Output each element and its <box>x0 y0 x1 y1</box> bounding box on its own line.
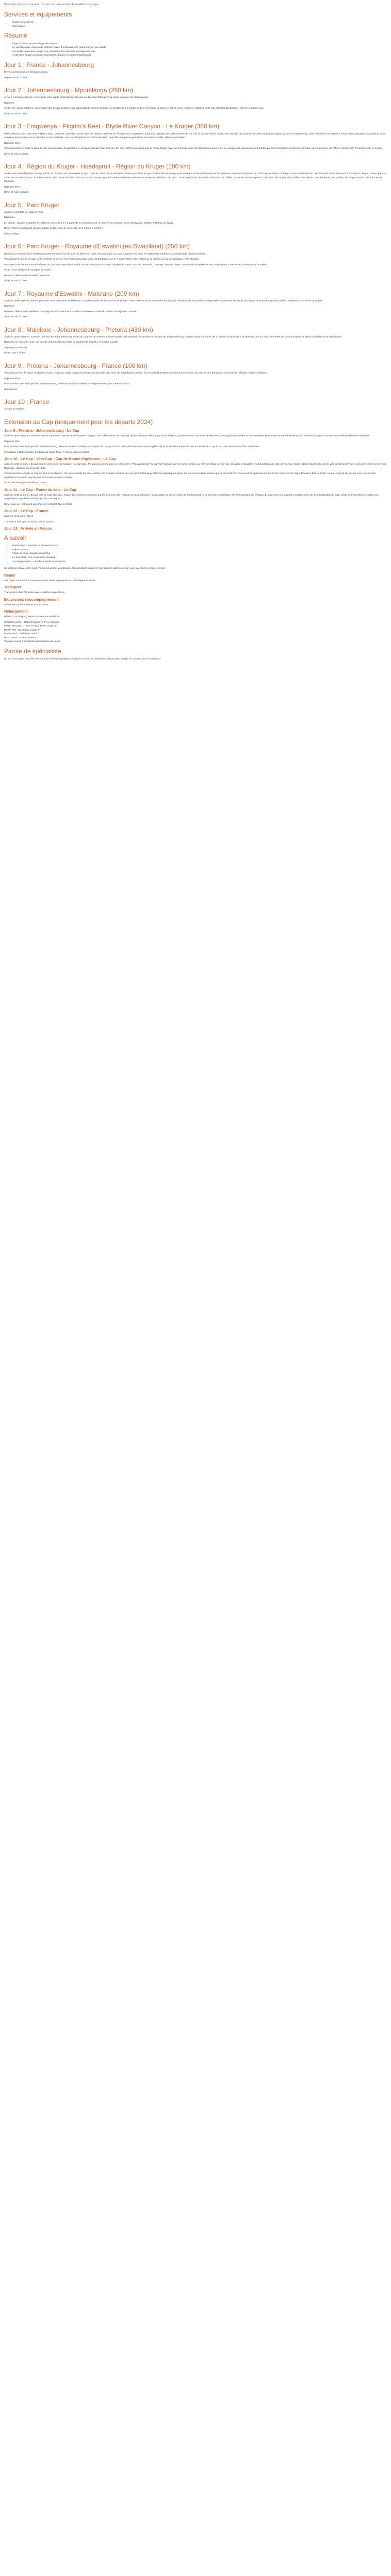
day-block <box>4 291 387 319</box>
day-title: Jour 2 : Johannesbourg - Mpumlanga (260 km) <box>4 87 134 94</box>
day-paragraph: Vous découvrirez la place de l'Église, l'Union Building, siège du gouvernement dominant la ville avec de magnifiques jardins, et le Voortrekker Monument (vue extérieure), qui est l'un des principaux monuments reflétant l'histoire afrikaner. <box>4 372 268 375</box>
day-paragraph: Dîner et nuit au lodge. <box>4 152 29 156</box>
list-item: • Concierges <box>12 25 387 29</box>
day-block <box>4 163 387 195</box>
day-title: Jour 8 : Malelane - Johannesbourg - Pretoria (430 km) <box>4 326 153 333</box>
day-block <box>4 62 387 80</box>
day-paragraph: Dîner et nuit au lodge. <box>4 191 29 194</box>
ext-day10-title: Jour 10 : Le Cap - Vers Cap - Cap de Bonne Espérance - Le Cap <box>4 456 116 461</box>
repas-title: Repas <box>4 572 15 578</box>
day-paragraph: Vous admirerez ensuite le point le plus spectaculaire du parcours en arrivant à Blyde River Canyon. En effet, 800 mètres plus bas, la rivière Blyde River qui s'écoule entre des formations de roches. Le canyon est supérieurement doublé par trois formations rocheuses de haut, que la province de "Three Rondavels". Poursuite vers le Kruger. <box>4 147 383 150</box>
day-paragraph: Déjeuner. <box>4 216 15 219</box>
hotel-line: PRETORIA : Arcadia Hotel 3* <box>4 636 37 639</box>
day-block <box>4 363 387 392</box>
day-paragraph: Visite d'une fabrique de bougies de Swazi. <box>4 269 52 272</box>
content <box>0 0 391 661</box>
list-item: • Visite d'un village rural avec spectacles, danses et chants traditionnels <box>12 54 387 58</box>
day-block <box>4 123 387 156</box>
day-title: Jour 6 : Parc Kruger - Royaume d'Eswatini (ex-Swaziland) (250 km) <box>4 243 190 250</box>
day-paragraph: Déjeuner libre. <box>4 142 21 145</box>
services-title: Services et équipements <box>4 11 72 18</box>
transport-text: Transport en bus climatisé avec chauffeur anglophone. <box>4 591 66 595</box>
ext-day11-title: Jour 11 : Le Cap - Route du vins - Le Cap <box>4 487 76 492</box>
day-title: Jour 3 : Emgwenya - Pilgrim's Rest - Blyde River Canyon - Le Kruger (380 km) <box>4 123 220 130</box>
ext-day9-p1: Déjeuner libre. <box>4 440 21 443</box>
list-item: • Participants : minimum 2 et maximum 25 <box>12 544 387 548</box>
day-paragraph: Déjeuner libre. <box>4 377 21 380</box>
day-title: Jour 10 : France <box>4 398 50 406</box>
note-text: Voyage soumis à conditions particulières de vente. <box>4 640 61 643</box>
hebergement-text: Hôtels 3* et lodges (normes locales) ou similaires. <box>4 616 60 619</box>
repas-text: Les repas sont à votre charge ou inclus selon le programme. Petit-déjeuner inclus. <box>4 579 96 582</box>
savoir-title: À savoir <box>4 534 27 541</box>
list-item: • Départ garanti <box>12 548 387 552</box>
day-paragraph: Vous pourrez faire le voyage de la frontière et de son merveilleux paysage vous contemplerez sur le "Happy Valley", bien abrité de la région au sud de Mbabane, vers Manzini. <box>4 258 200 261</box>
resume-title: Résumé <box>4 32 27 40</box>
day-paragraph: Route en direction de la vallée heureuse. <box>4 274 50 277</box>
day-paragraph: Route pour l'Eswatini (ex-Swaziland), petit royaume encore dans la fraîcheur, mais d'un pays qui, La pays conserve est dans le respect des traditions combatif et de diverses étoiles. <box>4 252 206 256</box>
ext-day9-title: Jour 9 : Pretoria - Johannesbourg - Le Cap <box>4 428 79 433</box>
day-title: Jour 4 : Région du Kruger - Hoedspruit - Région du Kruger (180 km) <box>4 163 191 170</box>
savoir-list <box>4 544 387 564</box>
day-paragraph: Arrivée en France. <box>4 408 25 411</box>
resume-list <box>4 42 387 58</box>
day-block <box>4 327 387 355</box>
day-title: Jour 7 : Royaume d'Eswatini - Malelane (209 km) <box>4 290 139 297</box>
list-item: • Le spectaculaire canyon de la Blyde River, 3 millénaires de grand canyon au monde <box>12 46 387 50</box>
day-paragraph: Visite d'un village ndebele. Les images des peuples ndebele du Mpumalanga orment souvent les posters et les guides dédiés à l'Afrique du Sud, en fuit de leurs créations colorées et de leur art tribal dépassants. Arrivée à Emgwenya. <box>4 107 264 110</box>
ext-day13-title: Jour 13 : Arrivée en France <box>4 526 52 531</box>
ext-day11-p1: Dîner dans un restaurant puis transfert à l'hôtel. Nuit à l'hôtel. <box>4 503 73 506</box>
ext-day9-p2: Puis transfert vers l'aéroport de Johannesbourg, assistance aux formalités. Envol pour le Cap puis visite de la ville avec notamment (gâté Hill) et sa superbe pointe de vue sur la ville du Cap, le Port de Table Bay et l'île de Robben. <box>4 446 260 448</box>
day-paragraph: Route en direction de Malelane. Passage de la frontière et formalités douanières. Visite du jardin botanique de Lowveld. <box>4 310 138 313</box>
days-list <box>4 62 387 412</box>
extension-title: Extension au Cap (uniquement pour les départs 2024) <box>4 418 153 426</box>
day-paragraph: Nuit à bord. <box>4 388 18 391</box>
day-paragraph: Journée complète de safari en 4x4. <box>4 211 44 214</box>
day-paragraph: Dîner et nuit à l'hôtel. <box>4 280 28 283</box>
day-paragraph: Dîner. Nuit à l'hôtel. <box>4 352 26 355</box>
ext-day11-p0: Après le petit-déjeuner, départ vers la route des vins, région des célèbres vignobles qui fait le succès de l'Afrique du Sud. Déjeuner. Dégustation de vins et visite de Stellenbosch, à la fois ville universitaire et ville historique de l'Afrique du Sud avec ses superbes architectures de style hollandais du Cap. Visite de Franschhoek, vallée aux magnifiques vignobles dominés par les montagnes. <box>4 494 379 500</box>
ext-day12-title: Jour 12 : Le Cap - France <box>4 509 48 513</box>
day-paragraph: Après le petit-déjeuner, route en direction de Johannesbourg. Visite du quartier de Soweto. Il était travaillé de l'apartheid, le quartier historique de Johannesbourg compte aujourd'hui près de 4 millions d'habitants. Les derniers que s'y sont démontés en 1776 marquant le début du déclin de la ségrégation. <box>4 335 343 338</box>
services-list <box>4 21 387 28</box>
day-paragraph: Déjeuner. <box>4 305 15 308</box>
day-paragraph: Dîner et nuit à l'hôtel. <box>4 112 28 115</box>
intro-line: Description Ce prix comprend : Ce prix ne comprend pas Formalités Concierges <box>4 3 99 6</box>
hotel-line: ESWATINI : Mantenga Lodge 3* <box>4 629 40 632</box>
ext-day10-p0: Après le petit-déjeuner, départ pour la terre en fin de banque. Au parcours, Pic puis la somme pour en contenter le "Restaurant de l'Ile du Fort" du bout vers les amis sortes, qui est l'ouverture vers le sud, dit aussi à l'ouvert en sud du littoral, du côté de l'océan. Vous visiterez pour l'église de la ville de Simon'S Town à de jolies côtes vers le sud. Déjeuner, cabanes en cours de route. <box>4 463 387 470</box>
day-paragraph: Dîner et nuit à l'hôtel. <box>4 316 28 319</box>
day-paragraph: Déjeuner libre. <box>4 185 21 189</box>
excursions-title: Excursions / accompagnement <box>4 597 59 602</box>
ext-day9-p0: Après le petit-déjeuner, visite de Pretoria qui est la capitale administrative du pays. Vous découvrirez la place de l'Église, l'Union Building qui est le siège du gouvernement dominant la ville avec de magnifiques jardins et le Voortrekker Monument (vue extérieure) qui est l'un des principaux monuments reflétant l'histoire afrikaner. <box>4 435 370 437</box>
hotel-line: MALELANE : Malelane Hotel 3* <box>4 633 40 636</box>
ext-day10-p2: Visite de l'auberge culturelle au retour. <box>4 482 47 484</box>
day-block <box>4 87 387 116</box>
day-paragraph: Départ pour Pretoria. <box>4 346 28 349</box>
day-paragraph: Passage de la frontière entre l'Afrique du Sud et le Swaziland. Visite du marché d'artisanat et de bougies de Swazi, sous la beauté du paysage. Dans la région de Ezulwini et Malkerns, les magnifiques d'artistes et d'artisanat de la vallée. <box>4 263 267 266</box>
ext-day10-p1: Vous rejoindrez ensuite le Cap de Bonne Espérance, l'un des endroits les plus célèbres de l'Afrique du Sud, qui vous permettra de profiter de magnifiques points de vue sur les deux océans qui s'y rencontrent. Vous pourrez également admirer les manchots du Cap à Boulders Beach. Enfin, tout au long de la journée vous découvrirez également la colonie de phoques et d'autres animaux marins. <box>4 472 376 479</box>
day-paragraph: Après votre petit-déjeuner, vous prendrez la direction du centre près Kruger. Créé en 1898 par le président de l'époque, Paul Kruger, il est le lieu de refuge pour animaux et l'endroit idéal pour les observer. Avec une longueur de 340 km pour 60 km de large, ce parc national est l'une des plus riches réserves d'animaux d'Afrique. Partez pour un safari en 4x4 dans le parc à la découverte de la faune africaine. Vous y trouverez la plus grande variété d'animaux avec entre autres les célèbres "Big Five" : lions, éléphants, léopards, rhinocéros et buffles. Parmi les autres espèces on trouve des hippos, des buffles, des zèbres, des éléphants, les girafes, les hippopotames, les lions et les léopards. <box>4 173 387 183</box>
ext-day9-p3: Installation à l'hôtel holiday Inn Express Cape Town. P. Dîner et nuit à l'hôtel. <box>4 451 90 454</box>
day-title: Jour 9 : Pretoria - Johannesbourg - France (100 km) <box>4 362 148 369</box>
parole-text: Un circuit complet pour découvrir les plus beaux paysages d'Afrique du Sud, de Johannesbourg au parc Kruger en passant par le Swaziland. <box>4 657 161 660</box>
day-paragraph: Arrivée à Johannesbourg. Accueil par votre guide francophone et route en direction d'Emgwenya, dans la région du Mpumalanga. <box>4 96 149 99</box>
day-paragraph: Déjeuner. <box>4 101 15 105</box>
day-block <box>4 243 387 283</box>
transport-title: Transport <box>4 585 22 590</box>
list-item: • Les petits déjeuners Kruger à la recherche des animaux sauvages du parc <box>12 50 387 54</box>
day-paragraph: Dîner "boma" traditionnel africain autour du feu, sous le ciel étoilé (si la météo le permet). <box>4 227 104 230</box>
list-item: • Valise permise, bagage main 8 kg <box>12 552 387 556</box>
list-item: • Accompagnateur : chauffeur guide francophone <box>12 560 387 564</box>
savoir-text: La monnaie locale est le rand. Pensez à vérifier vos documents, passeport valide 6 mois après la date de retour, avec au moins 2 pages vierges. <box>4 567 166 570</box>
day-title: Jour 5 : Parc Kruger <box>4 201 60 209</box>
excursions-text: Guide francophone durant tout le circuit. <box>4 603 49 606</box>
ext-day12-p1: Transfert à l'aéroport et envol pour la France. <box>4 520 55 523</box>
day-paragraph: Puis transfert vers l'aéroport de Johannesbourg, assistance aux formalités d'enregistrement pour votre vol retour. <box>4 383 131 386</box>
day-block <box>4 202 387 236</box>
day-paragraph: Déjeuner en cours de route, au tour de Johannesbourg visite du quartier de Soweto, le Ghetto Gandhi. <box>4 341 119 344</box>
day-paragraph: En option : journée complète de safari en véhicule 4 x 4 à partir de 8 à 9 personnes, à réserver au moment de la réservation, 95€/pers. Retour au lodge. <box>4 222 174 225</box>
hotel-line: MPUMALANGA : Hotel Emgwenya 3* ou similaire <box>4 621 60 624</box>
hebergement-title: Hébergement <box>4 609 28 614</box>
list-item: • Le transport : bus ou minibus climatisé <box>12 556 387 560</box>
day-paragraph: Nuit au lodge. <box>4 232 20 235</box>
parole-title: Parole de spécialiste <box>4 647 61 655</box>
ext-day12-p0: Matinée et déjeuner libres. <box>4 515 34 518</box>
day-paragraph: Repas et nuit à bord. <box>4 76 28 79</box>
day-paragraph: Petit-déjeuner puis route vers Pilgrim's Rest. Visite de cette ville musée dont les maisons en bois de l'époque ont, restaurées, datant de l'époque de la découverte de l'or à la fin du 19e siècle. Partez ensuite à la découverte de cette magnifique région qu'est le Drakensberg. Vous obtiendrez les routes à travers des paysages luxuriants et vous arriverez pour le déjeuner au Bourke's Luck Potholes. Vous contemplerez le "God's Window" : qui offre une perma grandiose sur toute la vallée. Retour à Graskop. <box>4 132 385 139</box>
hotel-line: PARC KRUGER : Hotel Thulani River Lodge 3* <box>4 625 57 628</box>
day-paragraph: Après le petit-déjeuner, balade pédestre dans la réserve de Mlilwane. À la découverte de la faune et de la flore. Cette réserve est le sanctuaire écologique créé pour les écosystèmes régionales en ajoutant l'espèces protégées ainsi qu'une grande variété de gibiers, comme les antilopes. <box>4 299 323 302</box>
day-title: Jour 1 : France - Johannesbourg <box>4 61 94 69</box>
day-paragraph: Envol à destination de Johannesbourg. <box>4 71 48 74</box>
list-item: • Pilgrim's Rest, ancien village de mineurs <box>12 42 387 46</box>
day-block <box>4 399 387 412</box>
list-item: • Guide francophone <box>12 21 387 25</box>
